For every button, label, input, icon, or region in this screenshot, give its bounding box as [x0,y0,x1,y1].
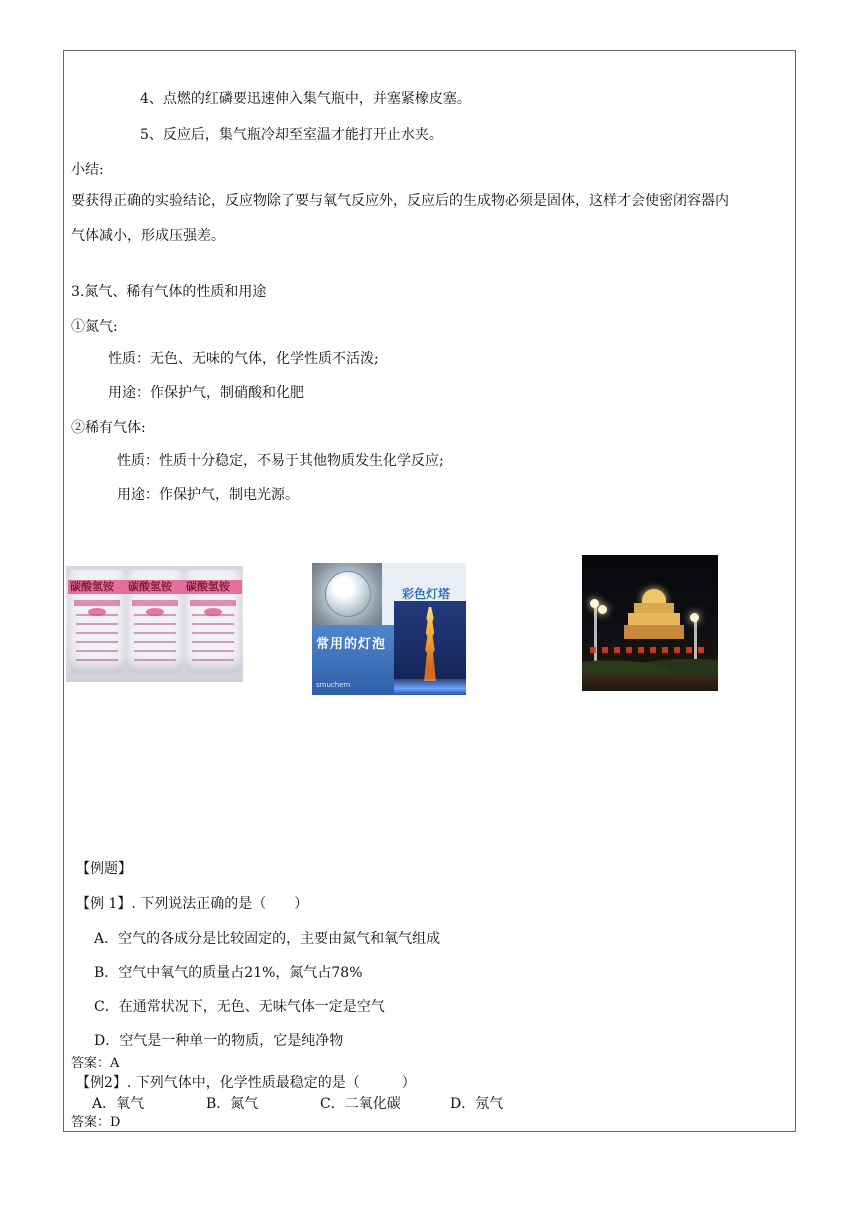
example-1-option-d: D．空气是一种单一的物质，它是纯净物 [94,1033,344,1049]
example-2-option-c: C．二氧化碳 [320,1096,401,1112]
street-lamp-icon [690,613,699,622]
example-1-option-a: A．空气的各成分是比较固定的，主要由氮气和氧气组成 [94,931,441,947]
ground [582,673,718,691]
street-lamp-icon [598,605,607,614]
palace-icon [628,589,680,639]
rare-gas-use: 用途：作保护气，制电光源。 [117,487,299,503]
example-1-answer: 答案：A [71,1056,120,1071]
fertilizer-bag [68,570,126,674]
night-palace-lights-photo [582,555,718,691]
example-2-option-b: B．氮气 [206,1096,259,1112]
fertilizer-bag-label: 碳酸氢铵 [128,580,172,593]
trees [582,651,718,673]
example-1-option-b: B．空气中氧气的质量占21%，氮气占78% [94,965,363,981]
fertilizer-bag-label: 碳酸氢铵 [70,580,114,593]
example-2-answer: 答案：D [71,1115,121,1130]
fertilizer-bag [184,570,242,674]
pagoda-icon [424,607,436,681]
nitrogen-use: 用途：作保护气，制硝酸和化肥 [108,385,304,401]
fertilizer-bag-label: 碳酸氢铵 [186,580,230,593]
step-5: 5、反应后，集气瓶冷却至室温才能打开止水夹。 [140,127,443,143]
example-1-option-c: C．在通常状况下，无色、无味气体一定是空气 [94,999,385,1015]
example-2-option-d: D．氖气 [450,1096,504,1112]
summary-title: 小结: [71,162,104,178]
light-bulb-icon [325,571,371,617]
summary-line-2: 气体减小，形成压强差。 [71,228,225,244]
fertilizer-bags-photo [66,566,243,682]
caption-common-bulb: 常用的灯泡 [316,637,387,652]
example-2-stem: 【例2】. 下列气体中，化学性质最稳定的是（ ） [76,1075,416,1091]
rare-gas-label: ②稀有气体: [71,420,146,436]
nitrogen-property: 性质：无色、无味的气体，化学性质不活泼; [108,351,379,367]
caption-colored-tower: 彩色灯塔 [402,587,451,601]
examples-heading: 【例题】 [76,861,132,877]
light-bulb-and-lamp-tower-photo [312,563,466,695]
brand-mark: smuchem [316,681,351,689]
example-1-stem: 【例 1】. 下列说法正确的是（ ） [76,896,309,912]
section-3-title: 3.氮气、稀有气体的性质和用途 [71,284,267,300]
nitrogen-label: ①氮气: [71,319,118,335]
step-4: 4、点燃的红磷要迅速伸入集气瓶中，并塞紧橡皮塞。 [140,91,471,107]
fountain-lights [394,679,466,695]
lamp-tower-image [394,601,466,695]
light-bulb-image [312,563,382,625]
blue-caption-panel [312,625,394,695]
example-2-option-a: A．氧气 [92,1096,145,1112]
rare-gas-property: 性质：性质十分稳定，不易于其他物质发生化学反应; [117,453,444,469]
summary-line-1: 要获得正确的实验结论，反应物除了要与氧气反应外，反应后的生成物必须是固体，这样才会使密闭容器内 [71,193,729,209]
fertilizer-bag [126,570,184,674]
